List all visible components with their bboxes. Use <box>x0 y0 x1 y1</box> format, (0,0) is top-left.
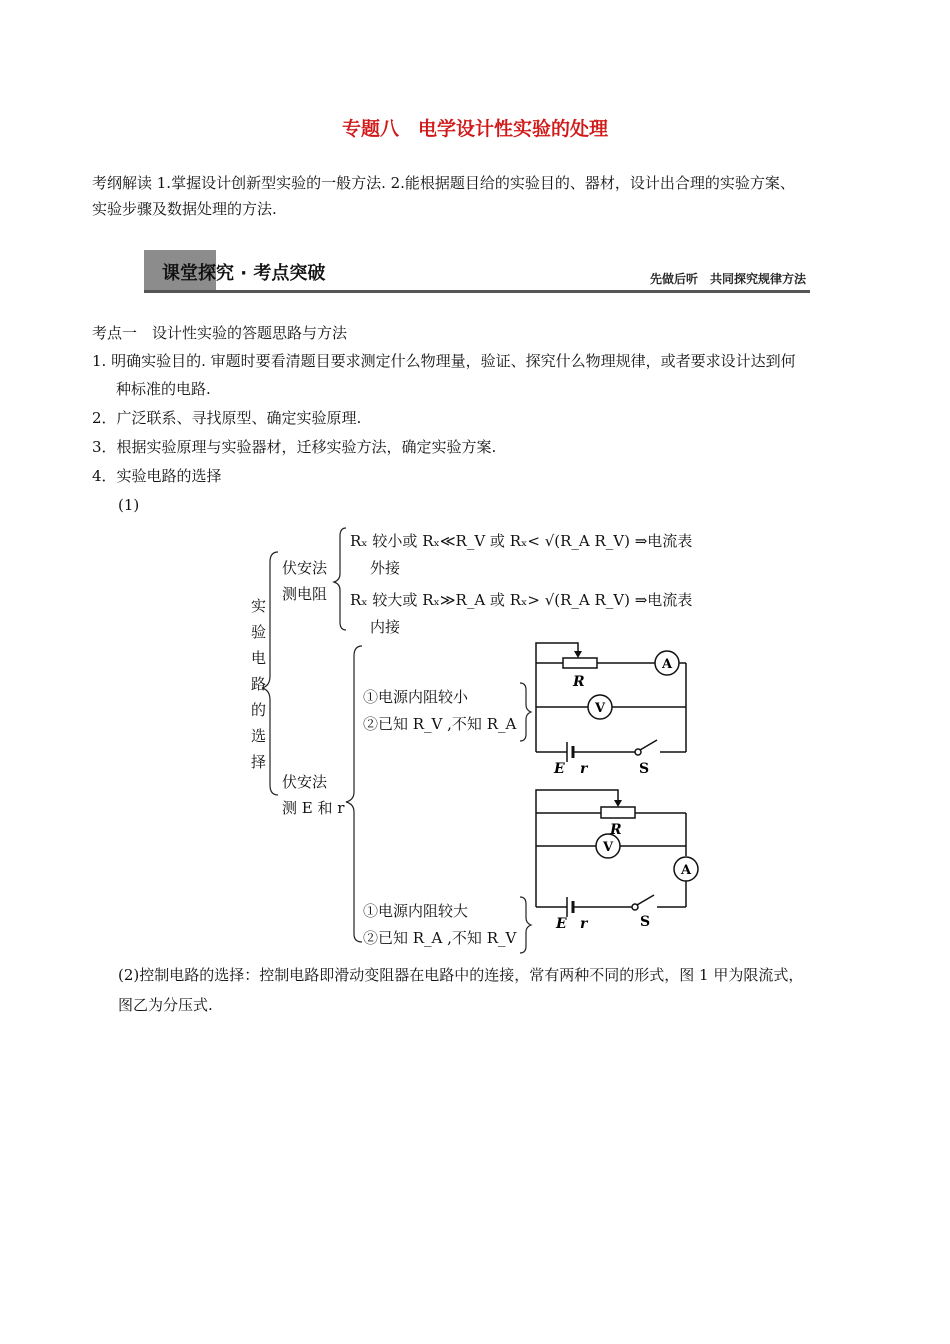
circuit-2 <box>536 790 698 917</box>
method-1-line-1: 伏安法 <box>282 559 328 577</box>
vertical-label-char: 择 <box>251 753 267 771</box>
item-1-line-1: 1. 明确实验目的. 审题时要看清题目要求测定什么物理量，验证、探究什么物理规律，或者要求设计达到何 <box>92 352 796 370</box>
vertical-label-char: 实 <box>251 597 267 615</box>
main-brace <box>262 552 278 795</box>
item-1-line-2: 种标准的电路. <box>116 380 211 398</box>
method-2-brace <box>346 646 362 942</box>
emf-label-2: E <box>556 916 567 932</box>
voltmeter-label: V <box>595 701 606 716</box>
rule-1-line-2: 外接 <box>370 559 401 577</box>
condition-2-line-1: ①电源内阻较大 <box>363 902 469 920</box>
syllabus-line-2: 实验步骤及数据处理的方法. <box>92 200 277 218</box>
method-1-line-2: 测电阻 <box>282 585 328 603</box>
vertical-label-char: 电 <box>251 649 267 667</box>
rule-2-line-1: Rₓ 较大或 Rₓ≫R_A 或 Rₓ> √(R_A R_V) ⇒电流表 <box>350 591 693 609</box>
page-title: 专题八 电学设计性实验的处理 <box>341 118 608 140</box>
condition-1-line-2: ②已知 R_V ,不知 R_A <box>363 715 517 733</box>
switch-label: S <box>639 761 650 777</box>
vertical-label-char: 的 <box>251 701 267 719</box>
control-line-2: 图乙为分压式. <box>118 996 213 1014</box>
condition-1-brace <box>520 683 531 741</box>
section-heading: 考点一 设计性实验的答题思路与方法 <box>92 324 348 342</box>
rule-1-line-1: Rₓ 较小或 Rₓ≪R_V 或 Rₓ< √(R_A R_V) ⇒电流表 <box>350 532 693 550</box>
syllabus-line-1: 考纲解读 1.掌握设计创新型实验的一般方法. 2.能根据题目给的实验目的、器材，设计出合理的实验方案、 <box>92 174 795 192</box>
voltmeter-label-2: V <box>603 840 614 855</box>
method-1-brace <box>334 528 346 630</box>
item-2: 2．广泛联系、寻找原型、确定实验原理. <box>92 409 362 427</box>
condition-1-line-1: ①电源内阻较小 <box>363 688 469 706</box>
switch-label-2: S <box>640 914 651 930</box>
rheostat-label: R <box>573 674 585 690</box>
sub-item-1: (1) <box>118 496 140 514</box>
vertical-label-char: 选 <box>251 727 267 745</box>
rheostat-label-2: R <box>610 822 622 838</box>
vertical-label-char: 验 <box>251 623 267 641</box>
condition-2-brace <box>520 897 531 953</box>
method-2-line-2: 测 E 和 r <box>282 799 345 817</box>
internal-resistance-label-2: r <box>580 916 588 932</box>
rule-2-line-2: 内接 <box>370 618 401 636</box>
vertical-label-char: 路 <box>251 675 267 693</box>
ammeter-label: A <box>662 657 673 672</box>
banner-title: 课堂探究 · 考点突破 <box>162 263 326 284</box>
internal-resistance-label: r <box>580 761 588 777</box>
item-3: 3．根据实验原理与实验器材，迁移实验方法，确定实验方案. <box>92 438 497 456</box>
control-line-1: (2)控制电路的选择：控制电路即滑动变阻器在电路中的连接，常有两种不同的形式，图 1 甲为限流式， <box>118 966 804 984</box>
emf-label: E <box>554 761 565 777</box>
ammeter-label-2: A <box>681 863 692 878</box>
banner-motto: 先做后听 共同探究规律方法 <box>649 272 806 286</box>
item-4: 4．实验电路的选择 <box>92 467 222 485</box>
condition-2-line-2: ②已知 R_A ,不知 R_V <box>363 929 517 947</box>
method-2-line-1: 伏安法 <box>282 773 328 791</box>
